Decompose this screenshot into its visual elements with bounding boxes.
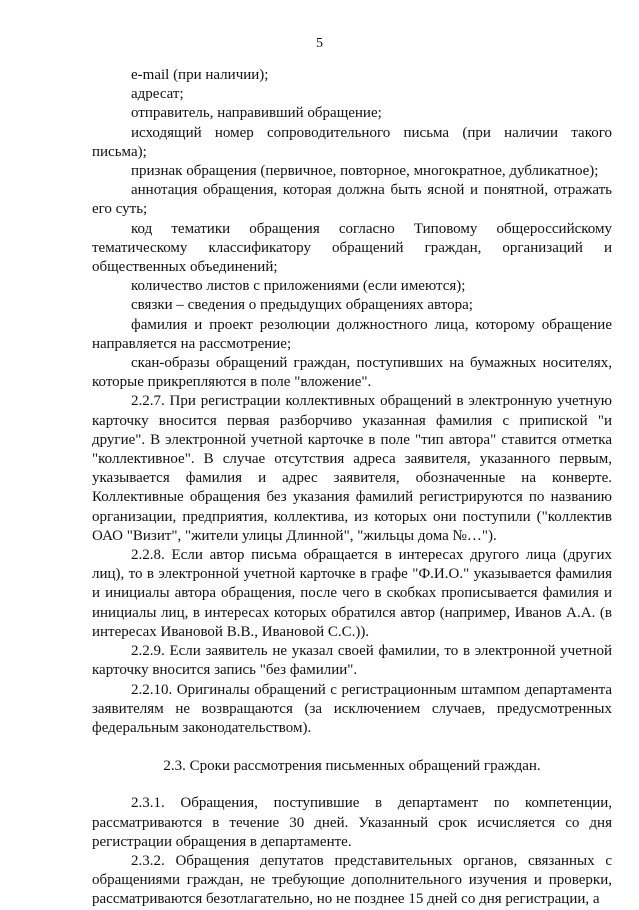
paragraph-sender: отправитель, направивший обращение;	[131, 105, 382, 122]
paragraph-topic-code: код тематики обращения согласно Типовому общероссийскому тематическому классификатору обращений граждан, организаций и общественных объединений;	[92, 220, 612, 276]
document-body	[92, 66, 612, 910]
paragraph-2-2-10: 2.2.10. Оригиналы обращений с регистрационным штампом департамента заявителям не возвращаются (за исключением случаев, предусмотренных федеральным законодательством).	[92, 681, 612, 736]
paragraph-2-2-8: 2.2.8. Если автор письма обращается в интересах другого лица (других лиц), то в электронной учетной карточке в графе "Ф.И.О." указывается фамилия и инициалы автора обращения, после чего в скобках прописывается фамилия и инициалы лиц, в интересах которых обратился автор (например, Иванов А.А. (в интересах Ивановой В.В., Ивановой С.С.)).	[92, 547, 612, 640]
paragraph-2-3-1: 2.3.1. Обращения, поступившие в департамент по компетенции, рассматриваются в течение 30 дней. Указанный срок исчисляется со дня регистрации обращения в департаменте.	[92, 795, 612, 850]
paragraph-email: e-mail (при наличии);	[131, 67, 269, 83]
paragraph-2-2-7: 2.2.7. При регистрации коллективных обращений в электронную учетную карточку вносится первая разборчиво указанная фамилия с припиской "и другие". В электронной учетной карточке в поле "тип автора" ставится отметка "коллективное". В случае отсутствия адреса заявителя, указанного первым, указывается фамилия и адрес заявителя, обозначенные на конверте. Коллективные обращения без указания фамилий регистрируются по названию организации, предприятия, коллектива, из которых они поступили ("коллектив ОАО "Визит", "жители улицы Длинной", "жильцы дома №…").	[92, 393, 612, 544]
paragraph-resolution: фамилия и проект резолюции должностного лица, которому обращение направляется на рассмотрение;	[92, 316, 612, 352]
paragraph-2-2-9: 2.2.9. Если заявитель не указал своей фамилии, то в электронной учетной карточку вносится запись "без фамилии".	[92, 643, 612, 679]
paragraph-annotation: аннотация обращения, которая должна быть ясной и понятной, отражать его суть;	[92, 182, 612, 218]
section-heading: 2.3. Сроки рассмотрения письменных обращений граждан.	[163, 758, 541, 775]
page-number: 5	[316, 36, 323, 51]
paragraph-sheet-count: количество листов с приложениями (если имеются);	[131, 278, 466, 295]
paragraph-outgoing-number: исходящий номер сопроводительного письма (при наличии такого письма);	[92, 124, 612, 160]
paragraph-scans: скан-образы обращений граждан, поступивших на бумажных носителях, которые прикрепляются в поле "вложение".	[92, 355, 612, 391]
paragraph-2-3-2: 2.3.2. Обращения депутатов представительных органов, связанных с обращениями граждан, не требующие дополнительного изучения и проверки, рассматриваются безотлагательно, но не позднее 15 дней со дня регистрации, а	[92, 852, 612, 908]
paragraph-links: связки – сведения о предыдущих обращениях автора;	[131, 297, 473, 314]
paragraph-addressee: адресат;	[131, 86, 184, 103]
paragraph-appeal-type: признак обращения (первичное, повторное, многократное, дубликатное);	[131, 163, 599, 180]
